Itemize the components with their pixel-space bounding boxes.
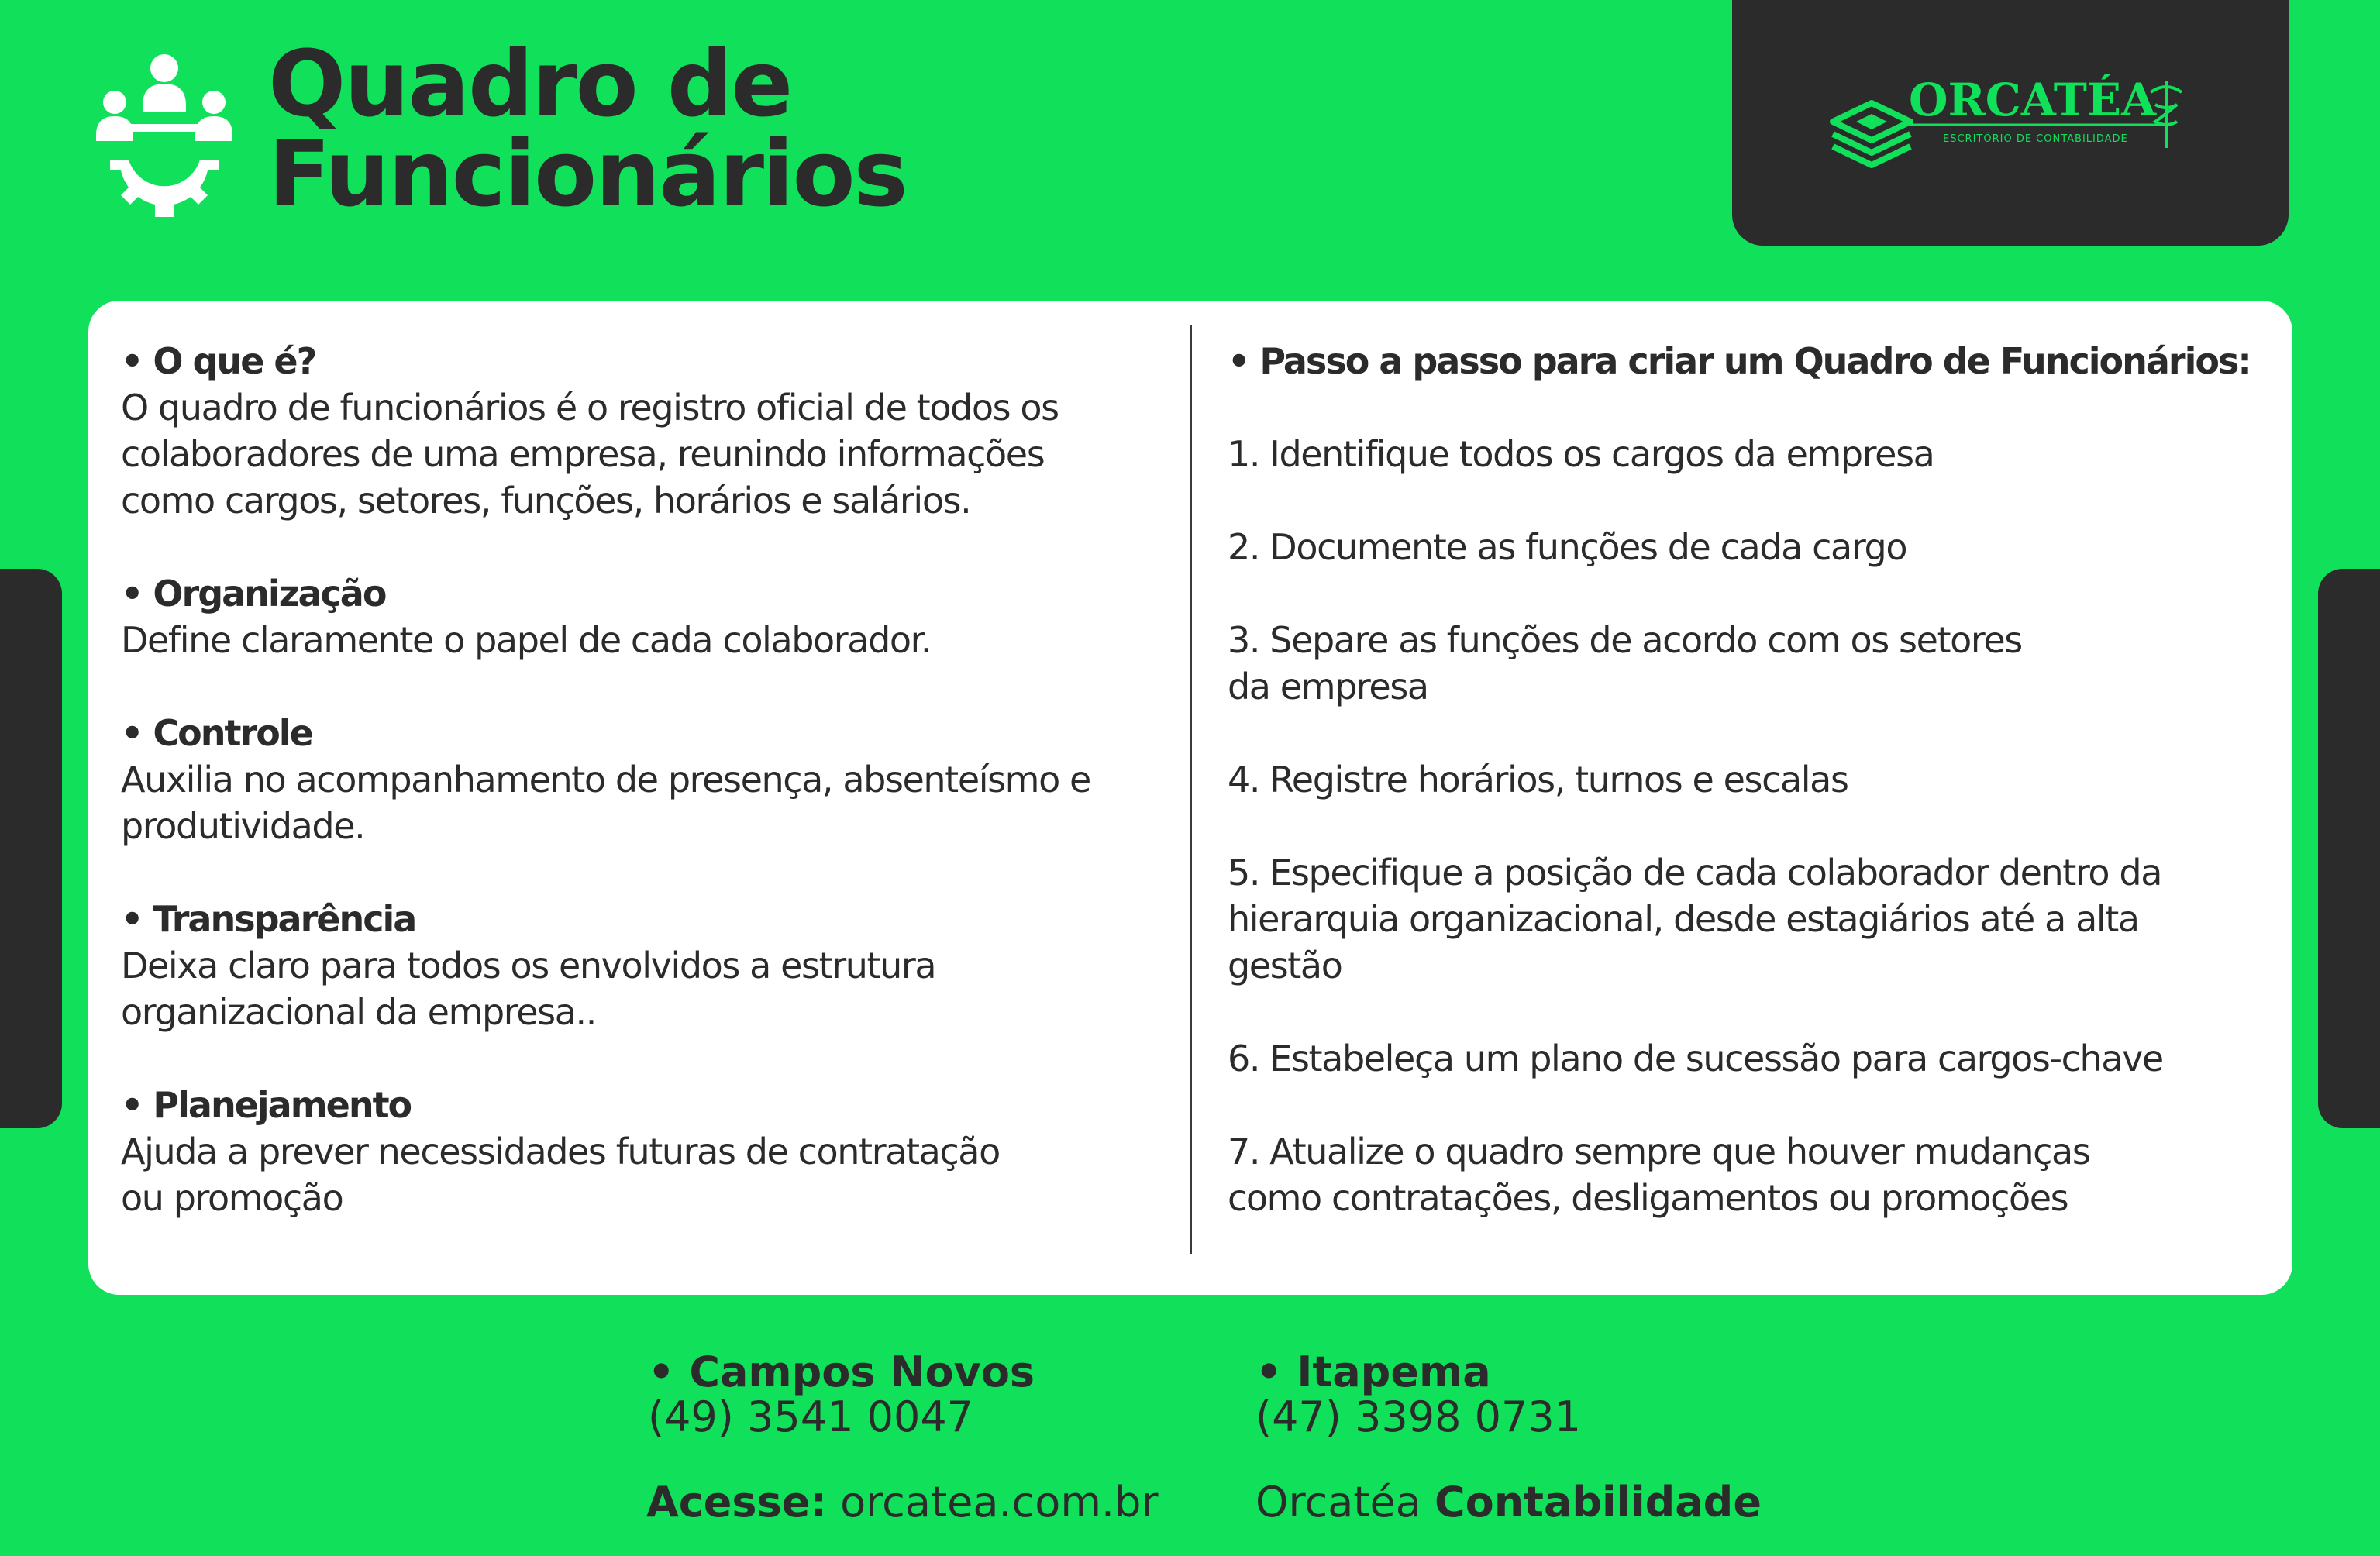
section-organizacao: [121, 570, 1183, 663]
section-planejamento: [121, 1082, 1183, 1221]
logo-panel: [1732, 0, 2289, 246]
step-item: 4. Registre horários, turnos e escalas: [1228, 759, 1848, 800]
website-line: [646, 1480, 1159, 1525]
section-text: Define claramente o papel de cada colaborador.: [121, 619, 932, 661]
brand-name-light: Orcatéa: [1255, 1478, 1421, 1527]
section-text: Ajuda a prever necessidades futuras de contratação ou promoção: [121, 1131, 1000, 1219]
left-side-tab: [0, 569, 62, 1128]
step-item: 3. Separe as funções de acordo com os setores da empresa: [1228, 619, 2022, 707]
section-text: Deixa claro para todos os envolvidos a estrutura organizacional da empresa..: [121, 945, 936, 1033]
section-heading: • Transparência: [121, 898, 416, 940]
left-column: [121, 338, 1183, 1268]
column-divider: [1190, 325, 1192, 1254]
step-item: 7. Atualize o quadro sempre que houver mudanças como contratações, desligamentos ou promoções: [1228, 1131, 2090, 1219]
section-transparencia: [121, 896, 1183, 1035]
step-item: 1. Identifique todos os cargos da empresa: [1228, 433, 1934, 475]
city-name: • Campos Novos: [648, 1348, 1035, 1396]
svg-text:ORCATÉA: ORCATÉA: [1909, 74, 2157, 126]
phone-number: (49) 3541 0047: [648, 1392, 974, 1441]
contact-campos-novos: [648, 1350, 1035, 1440]
section-text: Auxilia no acompanhamento de presença, absenteísmo e produtividade.: [121, 759, 1090, 847]
svg-text:ESCRITÓRIO DE CONTABILIDADE: ESCRITÓRIO DE CONTABILIDADE: [1943, 133, 2128, 145]
brand-name-bold: Contabilidade: [1434, 1478, 1762, 1527]
section-what-is: [121, 338, 1183, 524]
contact-itapema: [1255, 1350, 1581, 1440]
step-item: 6. Estabeleça um plano de sucessão para cargos-chave: [1228, 1038, 2163, 1079]
section-text: O quadro de funcionários é o registro oficial de todos os colaboradores de uma empresa, reunindo informações como cargos, setores, funções, horários e salários.: [121, 387, 1059, 522]
steps-heading: • Passo a passo para criar um Quadro de Funcionários:: [1228, 340, 2251, 382]
section-controle: [121, 710, 1183, 849]
brand-line: [1255, 1480, 1762, 1525]
team-gear-icon: [87, 51, 242, 234]
page-title: [268, 30, 907, 227]
right-side-tab: [2318, 569, 2380, 1128]
section-heading: • Planejamento: [121, 1084, 412, 1126]
section-heading: • Organização: [121, 573, 386, 614]
orcatea-logo: [1825, 74, 2213, 182]
city-name: • Itapema: [1255, 1348, 1491, 1396]
title-line-2: Funcionários: [268, 120, 907, 227]
website-link[interactable]: orcatea.com.br: [840, 1478, 1159, 1527]
access-label: Acesse:: [646, 1478, 827, 1527]
step-item: 2. Documente as funções de cada cargo: [1228, 526, 1907, 568]
section-heading: • Controle: [121, 712, 312, 754]
section-heading: • O que é?: [121, 340, 316, 382]
step-item: 5. Especifique a posição de cada colaborador dentro da hierarquia organizacional, desde estagiários até a alta gestão: [1228, 852, 2161, 986]
right-column: [1228, 338, 2274, 1268]
title-line-1: Quadro de: [268, 30, 792, 137]
phone-number: (47) 3398 0731: [1255, 1392, 1582, 1441]
